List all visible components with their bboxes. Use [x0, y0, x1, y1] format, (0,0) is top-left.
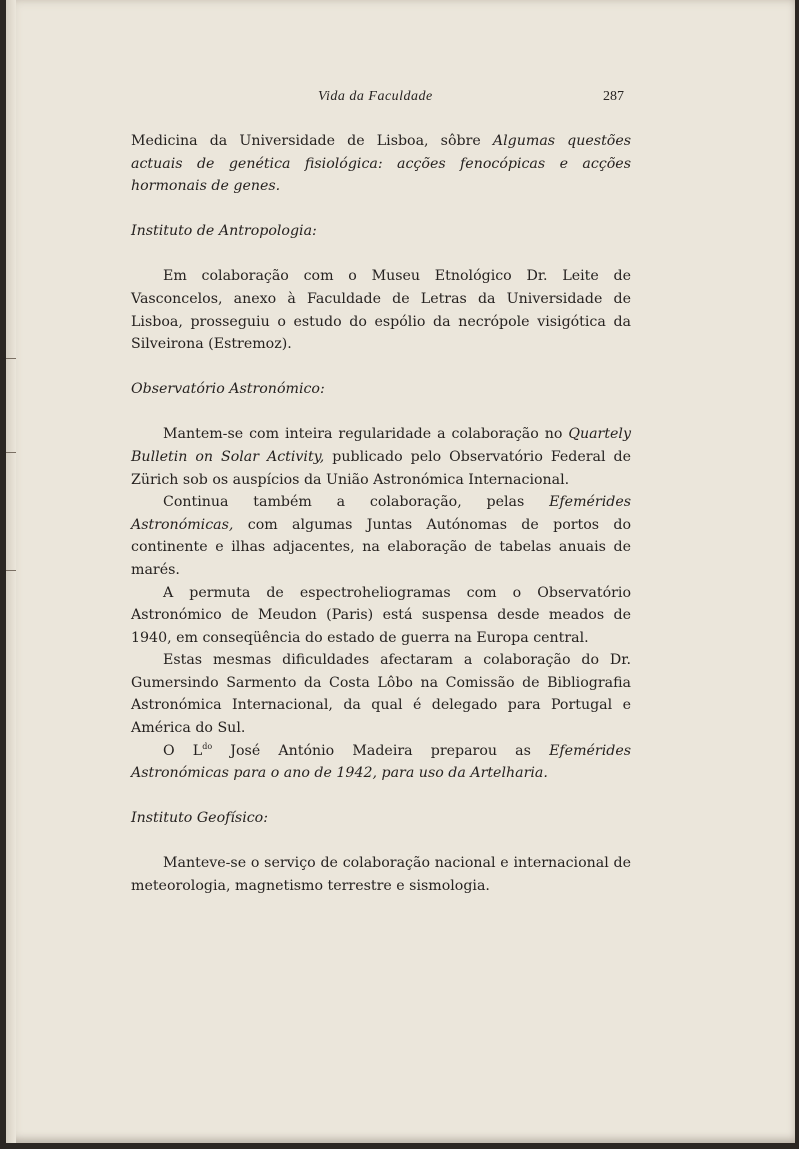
running-header [130, 89, 630, 109]
superscript: do [202, 741, 213, 751]
paragraph-observatorio-1 [131, 423, 631, 491]
margin-mark [6, 570, 16, 571]
paragraph-text: Mantem-se com inteira regularidade a colaboração no [163, 426, 569, 443]
paragraph-observatorio-5 [131, 740, 631, 785]
paragraph-emphasis: Efemérides Astronómicas para o ano de 1942, para uso da Artelharia. [131, 742, 632, 782]
running-title: Vida da Faculdade [318, 89, 433, 104]
paragraph-emphasis: Quartely Bulletin on Solar Activity, [131, 426, 631, 465]
paragraph-text: Continua também a colaboração, pelas [163, 494, 550, 511]
paragraph-text: Medicina da Universidade de Lisboa, sôbre [131, 133, 493, 149]
section-title-observatorio: Observatório Astronómico: [131, 380, 325, 397]
paragraph-antropologia: Em colaboração com o Museu Etnológico Dr. Leite de Vasconcelos, anexo à Faculdade de Letras da Universidade de Lisboa, prosseguiu o estudo do espólio da necrópole visigótica da Silveirona (Estremoz). [131, 268, 631, 353]
page-body [131, 130, 631, 898]
paragraph-observatorio-3: A permuta de espectroheliogramas com o Observatório Astronómico de Meudon (Paris) está suspensa desde meados de 1940, em conseqüência do estado de guerra na Europa central. [131, 584, 631, 646]
paragraph-text: José António Madeira preparou as [212, 742, 550, 759]
paragraph-text: publicado pelo Observatório Federal de Zürich sob os auspícios da União Astronómica Internacional. [131, 448, 631, 488]
page-number: 287 [603, 89, 624, 104]
section-title-geofisico: Instituto Geofísico: [131, 809, 268, 826]
paragraph-observatorio-4: Estas mesmas dificuldades afectaram a colaboração do Dr. Gumersindo Sarmento da Costa Lôbo na Comissão de Bibliografia Astronómica Internacional, da qual é delegado para Portugal e América do Sul. [131, 652, 631, 737]
paragraph-observatorio-2 [131, 491, 631, 581]
margin-mark [6, 358, 16, 359]
page-binding-edge [6, 0, 16, 1143]
margin-mark [6, 452, 16, 453]
paragraph-medicina [131, 130, 631, 198]
paragraph-emphasis: Efemérides Astronómicas, [131, 494, 631, 533]
paragraph-text: com algumas Juntas Autónomas de portos do continente e ilhas adjacentes, na elaboração de tabelas anuais de marés. [131, 516, 631, 578]
paragraph-text: O L [163, 742, 203, 759]
section-title-antropologia: Instituto de Antropologia: [131, 222, 317, 239]
paragraph-emphasis: Algumas questões actuais de genética fisiológica: acções fenocópicas e acções hormonais de genes. [131, 133, 631, 195]
paragraph-geofisico: Manteve-se o serviço de colaboração nacional e internacional de meteorologia, magnetismo terrestre e sismologia. [131, 855, 631, 895]
document-page [6, 0, 795, 1143]
